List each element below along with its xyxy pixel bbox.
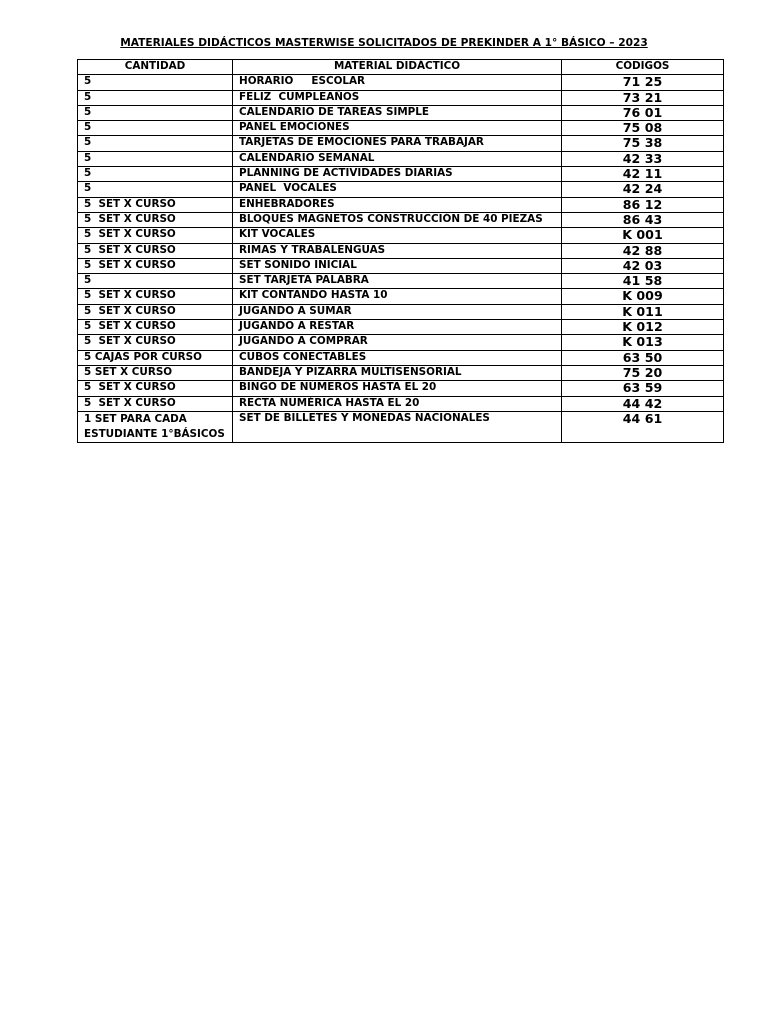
cell-material: BANDEJA Y PIZARRA MULTISENSORIAL [233, 365, 562, 380]
materials-table [77, 59, 724, 443]
cell-codigo: 63 50 [562, 350, 724, 365]
cell-cantidad: 5 SET X CURSO [78, 258, 233, 273]
table-header-row [78, 60, 724, 75]
cell-codigo: 75 08 [562, 121, 724, 136]
cell-material: SET SONIDO INICIAL [233, 258, 562, 273]
cell-cantidad: 5 [78, 105, 233, 120]
cell-cantidad: 5 SET X CURSO [78, 228, 233, 243]
cell-material: CALENDARIO SEMANAL [233, 151, 562, 166]
table-row [78, 243, 724, 258]
table-row [78, 289, 724, 304]
cell-material: CUBOS CONECTABLES [233, 350, 562, 365]
cell-material: PANEL EMOCIONES [233, 121, 562, 136]
cell-codigo: 42 03 [562, 258, 724, 273]
table-row [78, 335, 724, 350]
table-row [78, 167, 724, 182]
cell-codigo: 42 11 [562, 167, 724, 182]
cell-material: RECTA NUMÉRICA HASTA EL 20 [233, 396, 562, 411]
cell-codigo: 75 20 [562, 365, 724, 380]
cell-cantidad: 5 SET X CURSO [78, 243, 233, 258]
table-row [78, 90, 724, 105]
cell-cantidad: 5 SET X CURSO [78, 335, 233, 350]
table-row [78, 274, 724, 289]
cell-codigo: K 001 [562, 228, 724, 243]
table-row [78, 182, 724, 197]
table-row [78, 320, 724, 335]
cell-codigo: K 011 [562, 304, 724, 319]
table-row [78, 136, 724, 151]
cell-cantidad: 5 [78, 90, 233, 105]
cell-material: TARJETAS DE EMOCIONES PARA TRABAJAR [233, 136, 562, 151]
cell-cantidad: 5 [78, 136, 233, 151]
table-row [78, 365, 724, 380]
cell-cantidad: 5 CAJAS POR CURSO [78, 350, 233, 365]
cell-cantidad: 5 [78, 121, 233, 136]
cell-material: BLOQUES MAGNETOS CONSTRUCCIÓN DE 40 PIEZAS [233, 212, 562, 227]
cell-codigo: 76 01 [562, 105, 724, 120]
table-body [78, 75, 724, 443]
table-row [78, 350, 724, 365]
cell-codigo: 86 12 [562, 197, 724, 212]
table-row [78, 396, 724, 411]
cell-cantidad: 5 SET X CURSO [78, 197, 233, 212]
header-material: MATERIAL DIDÁCTICO [233, 60, 562, 75]
cell-cantidad: 1 SET PARA CADA ESTUDIANTE 1°BÁSICOS [78, 411, 233, 442]
table-row [78, 105, 724, 120]
cell-cantidad: 5 SET X CURSO [78, 320, 233, 335]
cell-material: JUGANDO A COMPRAR [233, 335, 562, 350]
cell-material: KIT VOCALES [233, 228, 562, 243]
table-row [78, 121, 724, 136]
cell-codigo: K 013 [562, 335, 724, 350]
cell-material: CALENDARIO DE TAREAS SIMPLE [233, 105, 562, 120]
table-row [78, 381, 724, 396]
table-row [78, 411, 724, 442]
cell-cantidad: 5 SET X CURSO [78, 396, 233, 411]
header-codigos: CÓDIGOS [562, 60, 724, 75]
cell-codigo: 71 25 [562, 75, 724, 90]
cell-cantidad: 5 [78, 182, 233, 197]
page-title: MATERIALES DIDÁCTICOS MASTERWISE SOLICITADOS DE PREKINDER A 1° BÁSICO – 2023 [120, 37, 648, 49]
cell-codigo: 63 59 [562, 381, 724, 396]
cell-cantidad: 5 [78, 167, 233, 182]
cell-codigo: 42 24 [562, 182, 724, 197]
cell-cantidad: 5 [78, 75, 233, 90]
table-row [78, 258, 724, 273]
cell-codigo: K 009 [562, 289, 724, 304]
cell-material: JUGANDO A SUMAR [233, 304, 562, 319]
cell-material: SET DE BILLETES Y MONEDAS NACIONALES [233, 411, 562, 442]
cell-codigo: 42 33 [562, 151, 724, 166]
cell-codigo: 75 38 [562, 136, 724, 151]
cell-material: JUGANDO A RESTAR [233, 320, 562, 335]
cell-material: HORARIO ESCOLAR [233, 75, 562, 90]
cell-cantidad: 5 [78, 151, 233, 166]
table-row [78, 304, 724, 319]
header-cantidad: CANTIDAD [78, 60, 233, 75]
cell-material: SET TARJETA PALABRA [233, 274, 562, 289]
cell-codigo: 42 88 [562, 243, 724, 258]
cell-codigo: 73 21 [562, 90, 724, 105]
table-row [78, 75, 724, 90]
cell-material: KIT CONTANDO HASTA 10 [233, 289, 562, 304]
table-row [78, 151, 724, 166]
cell-cantidad: 5 SET X CURSO [78, 381, 233, 396]
table-row [78, 197, 724, 212]
cell-codigo: 44 42 [562, 396, 724, 411]
cell-cantidad: 5 SET X CURSO [78, 365, 233, 380]
cell-cantidad: 5 SET X CURSO [78, 289, 233, 304]
cell-codigo: 44 61 [562, 411, 724, 442]
cell-cantidad: 5 SET X CURSO [78, 212, 233, 227]
cell-material: ENHEBRADORES [233, 197, 562, 212]
cell-material: PANEL VOCALES [233, 182, 562, 197]
cell-material: BINGO DE NÚMEROS HASTA EL 20 [233, 381, 562, 396]
cell-material: FELIZ CUMPLEAÑOS [233, 90, 562, 105]
cell-material: RIMAS Y TRABALENGUAS [233, 243, 562, 258]
cell-cantidad: 5 [78, 274, 233, 289]
cell-material: PLANNING DE ACTIVIDADES DIARIAS [233, 167, 562, 182]
cell-codigo: 86 43 [562, 212, 724, 227]
table-row [78, 228, 724, 243]
table-row [78, 212, 724, 227]
cell-cantidad: 5 SET X CURSO [78, 304, 233, 319]
cell-codigo: K 012 [562, 320, 724, 335]
cell-codigo: 41 58 [562, 274, 724, 289]
